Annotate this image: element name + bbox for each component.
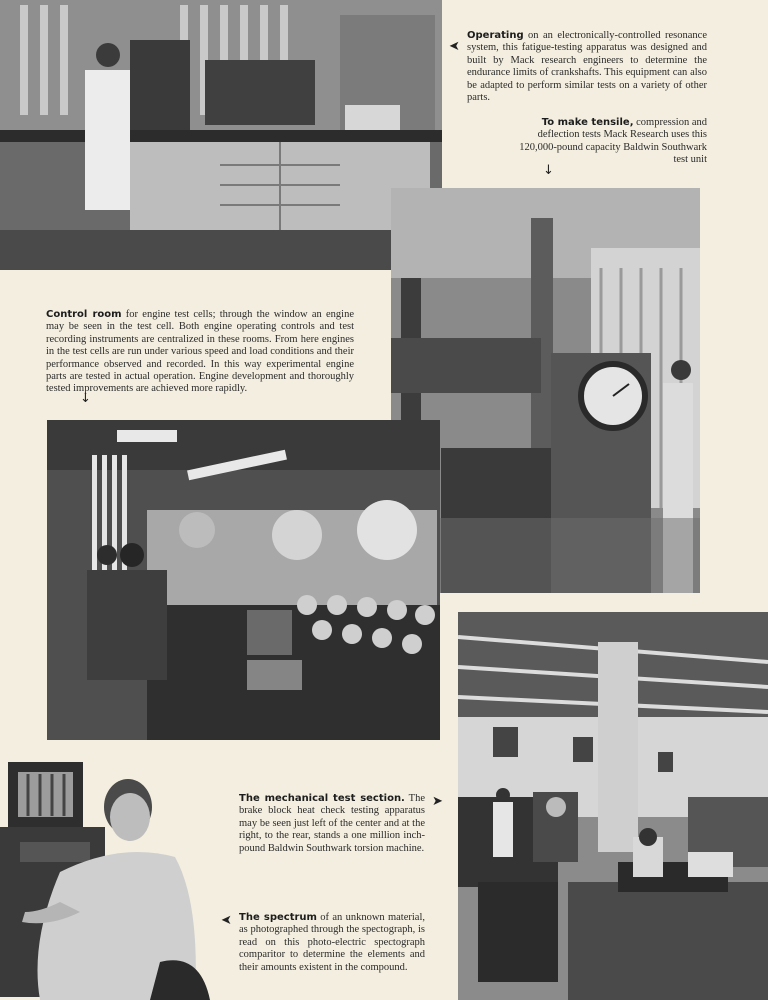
caption-operating-lead: Operating: [467, 30, 524, 41]
caption-spectrum-text: of an unknown material, as photographed through the spectograph, is read on this photo-electric spectograph comparitor to determine the elements and their amounts existent in the compound.: [239, 912, 425, 973]
photo-spectrograph-comparator: [0, 762, 214, 1000]
photo-mechanical-test-section: [458, 612, 768, 1000]
caption-tensile: [507, 117, 707, 167]
caption-spectrum-lead: The spectrum: [239, 912, 317, 923]
caption-arrow-left-spectrum: ➤: [221, 913, 232, 928]
caption-mechanical-text: The brake block heat check testing apparatus may be seen just left of the center and at the right, to the rear, stands a one million inch-pound Baldwin Southwark torsion machine.: [239, 793, 425, 854]
caption-control-room-lead: Control room: [46, 309, 122, 320]
caption-arrow-left: ➤: [449, 39, 460, 54]
caption-spectrum: [239, 912, 425, 974]
caption-arrow-down-control-room: ↓: [80, 391, 91, 406]
caption-arrow-down-tensile: ↓: [543, 163, 554, 178]
caption-tensile-text: compression and deflection tests Mack Research uses this 120,000-pound capacity Baldwin Southwark test unit: [519, 117, 707, 166]
caption-arrow-right: ➤: [432, 794, 443, 809]
photo-fatigue-testing-apparatus: [0, 0, 442, 270]
caption-mechanical-test-section: [239, 793, 425, 855]
caption-operating: [467, 30, 707, 104]
caption-control-room: [46, 309, 354, 396]
caption-operating-text: on an electronically-controlled resonance system, this fatigue-testing apparatus was designed and built by Mack research engineers to determine the endurance limits of crankshafts. This equipment can also be adapted to perform similar tests on a variety of other parts.: [467, 30, 707, 103]
caption-tensile-lead: To make tensile,: [541, 117, 634, 128]
caption-control-room-text: for engine test cells; through the window an engine may be seen in the test cell. Both engine operating controls and test recording instruments are centralized in these rooms. From here engines in the test cells are run under various speed and load conditions and their performance observed and recorded. In this way experimental engine parts are tested in actual operation. Engine development and thoroughly tested improvements are achieved more rapidly.: [46, 309, 354, 395]
caption-mechanical-lead: The mechanical test section.: [239, 793, 405, 804]
photo-control-room: [47, 420, 440, 740]
